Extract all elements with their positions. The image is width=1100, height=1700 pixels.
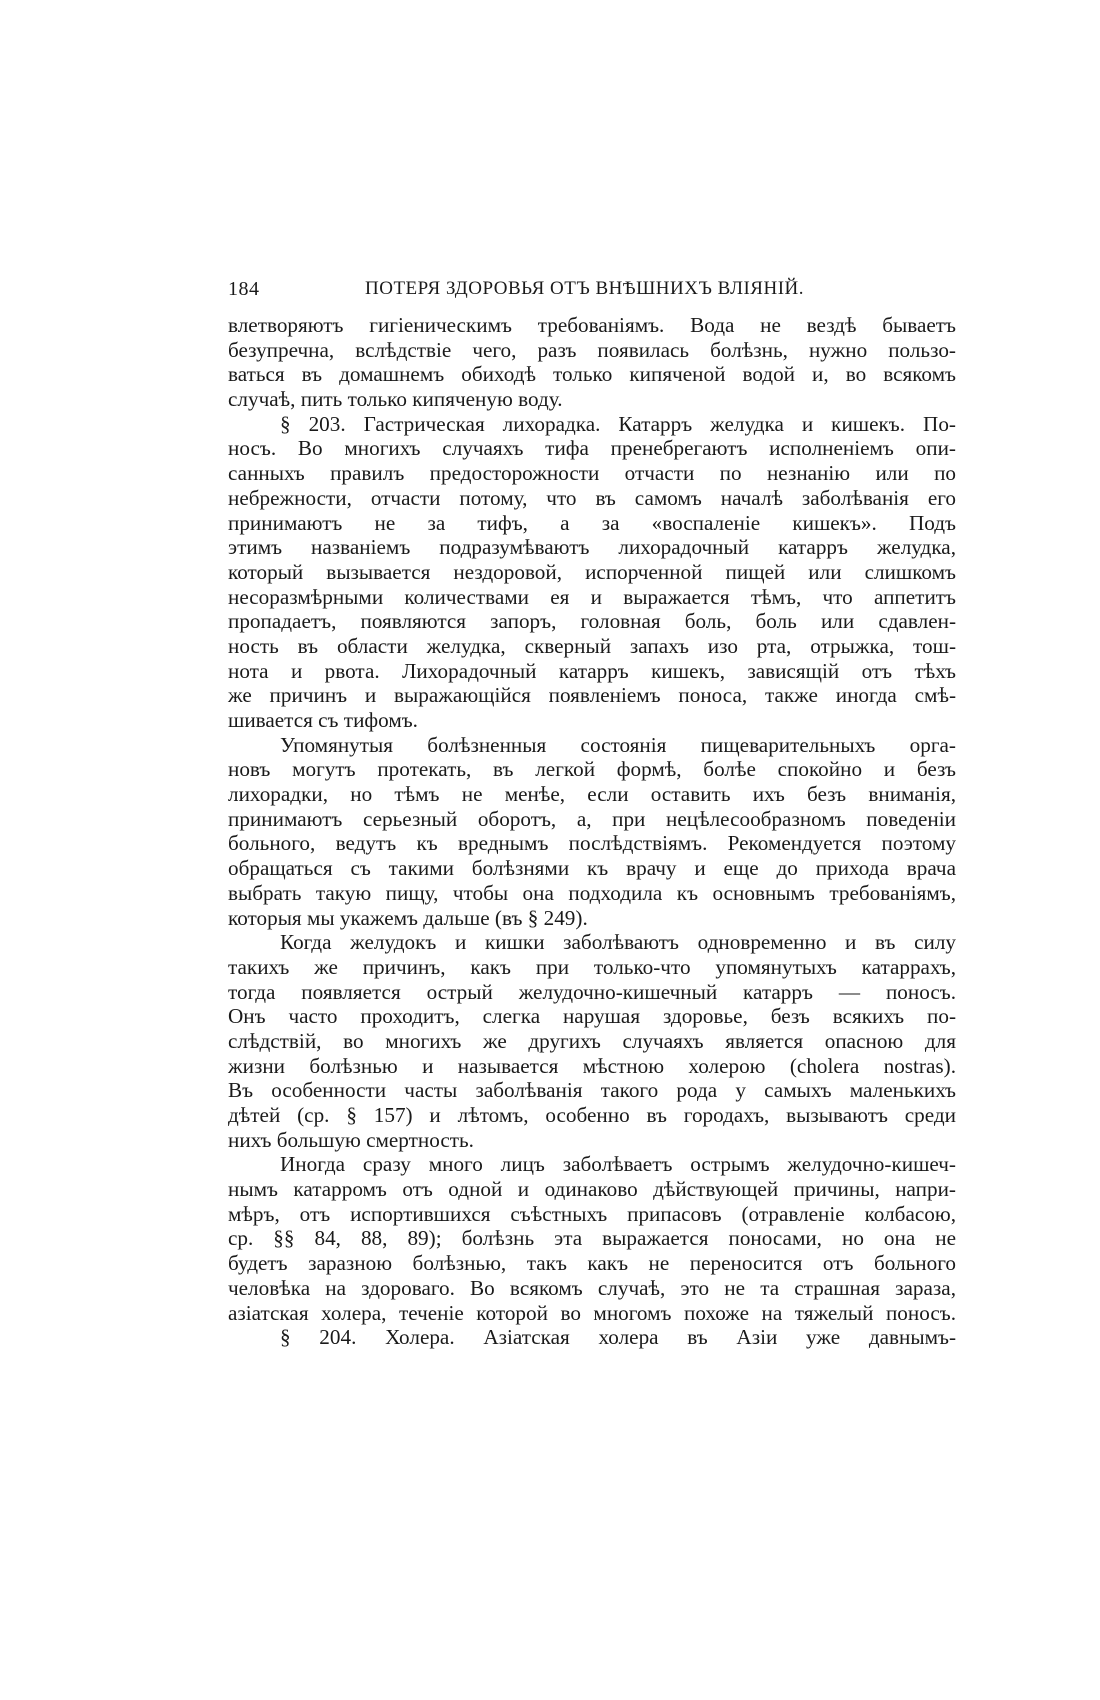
text-line: § 204. Холера. Азіатская холера въ Азіи уже давнымъ- [280,1325,956,1350]
text-line: человѣка на здороваго. Во всякомъ случаѣ, это не та страшная зараза, [228,1275,956,1300]
text-line: несоразмѣрными количествами ея и выражается тѣмъ, что аппетитъ [228,584,956,609]
text-line: слѣдствій, во многихъ же другихъ случаяхъ является опасною для [228,1028,956,1053]
text-line: безупречна, вслѣдствіе чего, разъ появилась болѣзнь, нужно пользо- [228,337,956,362]
text-line: обращаться съ такими болѣзнями къ врачу и еще до прихода врача [228,856,956,881]
text-line: шивается съ тифомъ. [228,708,418,732]
text-line: Въ особенности часты заболѣванія такого рода у самыхъ маленькихъ [228,1078,956,1103]
running-title: ПОТЕРЯ ЗДОРОВЬЯ ОТЪ ВНѢШНИХЪ ВЛІЯНІЙ. [365,278,804,299]
text-line: новъ могутъ протекать, въ легкой формѣ, болѣе спокойно и безъ [228,757,956,782]
text-line: ваться въ домашнемъ обиходѣ только кипяченой водой и, во всякомъ [228,362,956,387]
text-line: дѣтей (ср. § 157) и лѣтомъ, особенно въ городахъ, вызываютъ среди [228,1103,956,1127]
text-line: больного, ведутъ къ вреднымъ послѣдствіямъ. Рекомендуется поэтому [228,831,956,856]
text-line: санныхъ правилъ предосторожности отчасти по незнанію или по [228,461,956,486]
text-line: Когда желудокъ и кишки заболѣваютъ одновременно и въ силу [280,930,956,955]
text-line: такихъ же причинъ, какъ при только-что упомянутыхъ катаррахъ, [228,954,956,979]
text-line: носъ. Во многихъ случаяхъ тифа пренебрегаютъ исполненіемъ опи- [228,436,956,461]
text-line: Онъ часто проходитъ, слегка нарушая здоровье, безъ всякихъ по- [228,1004,956,1029]
text-line: небрежности, отчасти потому, что въ самомъ началѣ заболѣванія его [228,485,956,510]
page-number: 184 [228,278,260,300]
text-line: Упомянутыя болѣзненныя состоянія пищеварительныхъ орга- [280,732,956,757]
text-line: который вызывается нездоровой, испорченной пищей или слишкомъ [228,559,956,584]
text-line: жизни болѣзнью и называется мѣстною холерою (cholera nostras). [228,1053,956,1078]
text-line: мѣръ, отъ испортившихся съѣстныхъ припасовъ (отравленіе колбасою, [228,1201,956,1226]
text-line: пропадаетъ, появляются запоръ, головная боль, боль или сдавлен- [228,609,956,634]
text-line: принимаютъ не за тифъ, а за «воспаленіе кишекъ». Подъ [228,510,956,535]
text-line: лихорадки, но тѣмъ не менѣе, если оставить ихъ безъ вниманія, [228,782,956,807]
text-line: § 203. Гастрическая лихорадка. Катарръ желудка и кишекъ. По- [280,411,956,436]
text-line: Иногда сразу много лицъ заболѣваетъ острымъ желудочно-кишеч- [280,1152,956,1177]
text-line: будетъ заразною болѣзнью, такъ какъ не переносится отъ больного [228,1251,956,1276]
text-line: ср. §§ 84, 88, 89); болѣзнь эта выражается поносами, но она не [228,1226,956,1251]
text-line: тогда появляется острый желудочно-кишечный катарръ — поносъ. [228,979,956,1004]
running-header [228,278,956,308]
text-line: выбрать такую пищу, чтобы она подходила къ основнымъ требованіямъ, [228,880,956,905]
text-line: нота и рвота. Лихорадочный катарръ кишекъ, зависящій отъ тѣхъ [228,658,956,683]
body-text [228,313,956,1350]
text-line: нихъ большую смертность. [228,1127,474,1152]
text-line: ность въ области желудка, скверный запахъ изо рта, отрыжка, тош- [228,633,956,658]
text-line: которыя мы укажемъ дальше (въ § 249). [228,905,588,930]
text-line: этимъ названіемъ подразумѣваютъ лихорадочный катарръ желудка, [228,535,956,560]
text-line: случаѣ, пить только кипяченую воду. [228,387,563,412]
text-line: же причинъ и выражающійся появленіемъ поноса, также иногда смѣ- [228,683,956,708]
text-line: нымъ катарромъ отъ одной и одинаково дѣйствующей причины, напри- [228,1177,956,1202]
text-line: азіатская холера, теченіе которой во многомъ похоже на тяжелый поносъ. [228,1300,956,1325]
text-line: влетворяютъ гигіеническимъ требованіямъ. Вода не вездѣ бываетъ [228,313,956,337]
text-line: принимаютъ серьезный оборотъ, а, при нецѣлесообразномъ поведеніи [228,806,956,831]
